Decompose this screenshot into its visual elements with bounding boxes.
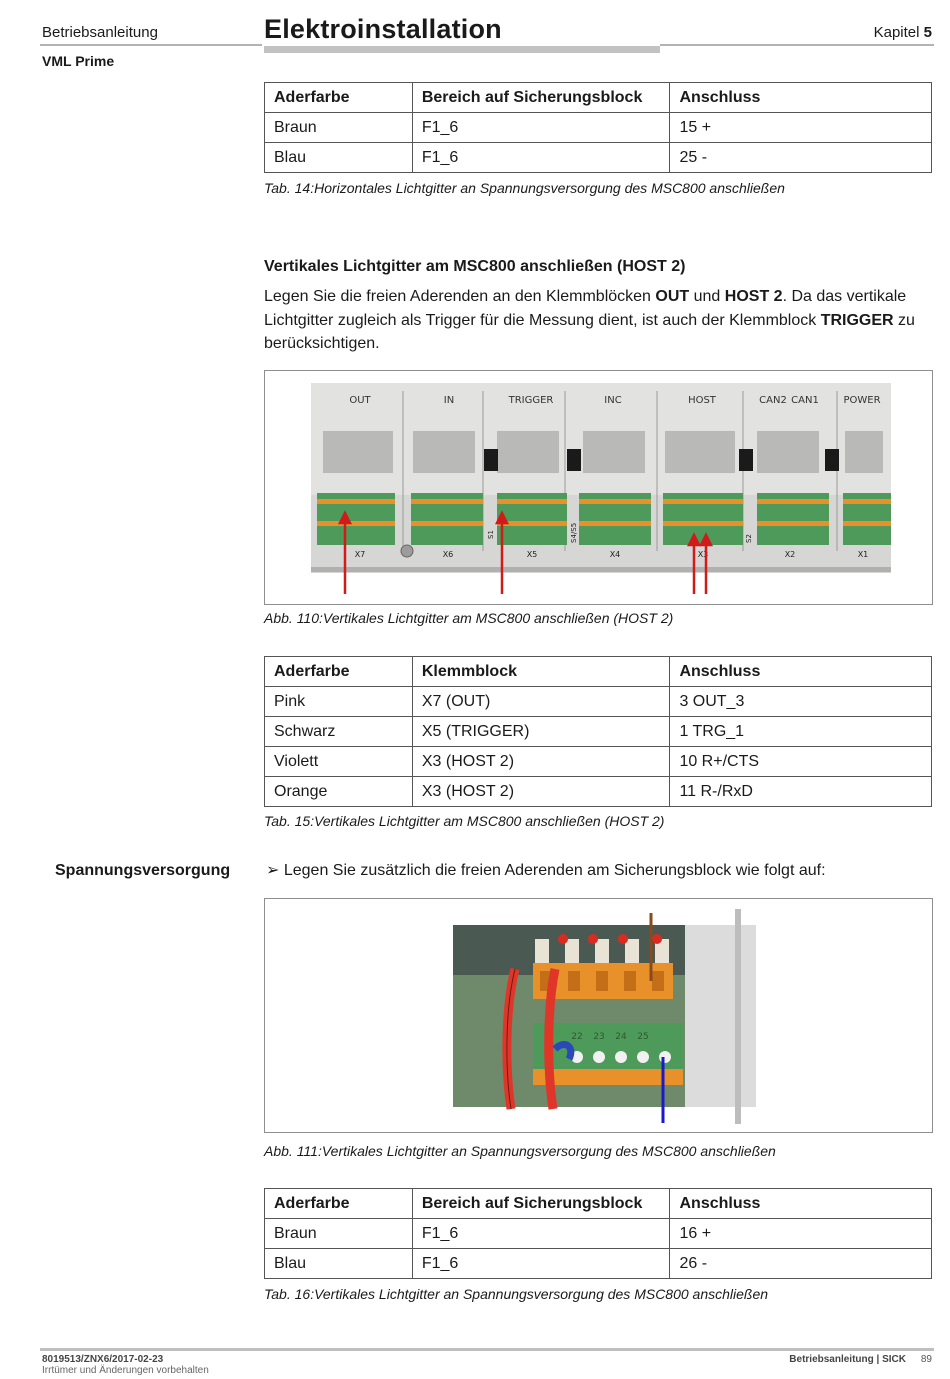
figure-111 [264,898,933,1133]
connector-label: X2 [784,550,796,559]
page-number: 89 [920,1354,932,1365]
module-label: INC [604,395,622,406]
table-row [265,747,932,777]
table-row [265,143,932,173]
table-cell: Braun [265,113,413,143]
table-cell: F1_6 [412,113,670,143]
table-header-row [265,657,932,687]
table-cell: F1_6 [412,143,670,173]
footer-disclaimer: Irrtümer und Änderungen vorbehalten [42,1365,209,1376]
table-header-cell: Aderfarbe [265,1189,413,1219]
table-cell: Pink [265,687,413,717]
table-cell: F1_6 [412,1249,670,1279]
connector-label: X5 [526,550,538,559]
table-14-caption: Tab. 14:Horizontales Lichtgitter an Spannungsversorgung des MSC800 anschließen [264,180,785,196]
table-cell: Schwarz [265,717,413,747]
para-bold-trigger: TRIGGER [820,311,894,329]
figure-110 [264,370,933,605]
table-cell: F1_6 [412,1219,670,1249]
chapter-number: 5 [923,24,932,41]
bullet-text: Legen Sie zusätzlich die freien Aderenden am Sicherungsblock wie folgt auf: [283,862,826,879]
switch-label: S4/S5 [570,522,578,543]
table-cell: Blau [265,143,413,173]
table-row [265,113,932,143]
header-rule-right [660,44,934,46]
table-cell: X3 (HOST 2) [412,777,670,807]
terminal-number: 22 [571,1032,583,1042]
connector-label: X4 [609,550,621,559]
para-text: zu berücksichtigen. [264,311,915,352]
table-cell: 3 OUT_3 [670,687,932,717]
table-header-row [265,1189,932,1219]
table-cell: Braun [265,1219,413,1249]
terminal-board-photo [265,371,932,604]
table-cell: 16 + [670,1219,932,1249]
connector-label: X7 [354,550,366,559]
bullet-arrow-icon: ➢ [266,862,280,879]
figure-110-caption: Abb. 110:Vertikales Lichtgitter am MSC800 anschließen (HOST 2) [264,610,674,626]
table-cell: Violett [265,747,413,777]
para-text: und [689,288,725,305]
table-cell: 11 R-/RxD [670,777,932,807]
footer-rule [40,1348,934,1351]
switch-label: S1 [487,530,495,539]
header-rule-left [40,44,262,46]
figure-111-caption: Abb. 111:Vertikales Lichtgitter an Spannungsversorgung des MSC800 anschließen [264,1143,776,1159]
footer-brand: Betriebsanleitung | SICK [789,1354,906,1365]
section-paragraph [264,285,932,356]
table-header-cell: Anschluss [670,1189,932,1219]
connector-label: X6 [442,550,454,559]
connector-label: X3 [697,550,709,559]
table-cell: Blau [265,1249,413,1279]
table-16 [264,1188,932,1279]
table-header-cell: Klemmblock [412,657,670,687]
table-header-cell: Aderfarbe [265,83,413,113]
module-label: POWER [843,395,881,406]
header-doc-type: Betriebsanleitung [42,24,158,41]
table-cell: 10 R+/CTS [670,747,932,777]
module-label: OUT [349,395,371,406]
chapter-label: Kapitel [873,24,920,41]
module-label: CAN1 [791,395,819,406]
table-header-row [265,83,932,113]
table-cell: 15 + [670,113,932,143]
page-title: Elektroinstallation [264,14,502,44]
table-cell: 1 TRG_1 [670,717,932,747]
table-cell: 25 - [670,143,932,173]
footer-doc-id: 8019513/ZNX6/2017-02-23 [42,1354,164,1365]
switch-label: S2 [745,534,753,543]
fuse-block-photo [265,899,932,1132]
table-cell: X3 (HOST 2) [412,747,670,777]
header-chapter [874,24,932,41]
product-name: VML Prime [42,53,115,69]
para-bold-host2: HOST 2 [724,288,783,305]
table-cell: X5 (TRIGGER) [412,717,670,747]
table-15-caption: Tab. 15:Vertikales Lichtgitter am MSC800 anschließen (HOST 2) [264,813,665,829]
terminal-number: 25 [637,1032,649,1042]
table-cell: X7 (OUT) [412,687,670,717]
table-row [265,1219,932,1249]
table-row [265,717,932,747]
module-label: HOST [688,395,716,406]
table-header-cell: Aderfarbe [265,657,413,687]
table-cell: 26 - [670,1249,932,1279]
header-title-bar [264,46,660,53]
side-heading: Spannungsversorgung [55,862,231,879]
table-header-cell: Anschluss [670,83,932,113]
terminal-number: 23 [593,1032,605,1042]
table-row [265,1249,932,1279]
table-header-cell: Bereich auf Sicherungsblock [412,83,670,113]
module-label: TRIGGER [508,395,554,406]
module-label: CAN2 [759,395,787,406]
table-16-caption: Tab. 16:Vertikales Lichtgitter an Spannungsversorgung des MSC800 anschließen [264,1286,769,1302]
table-row [265,777,932,807]
terminal-number: 24 [615,1032,627,1042]
para-text: Legen Sie die freien Aderenden an den Klemmblöcken [264,288,656,305]
table-header-cell: Bereich auf Sicherungsblock [412,1189,670,1219]
instruction-bullet [266,860,826,880]
table-cell: Orange [265,777,413,807]
table-14 [264,82,932,173]
table-15 [264,656,932,807]
table-row [265,687,932,717]
connector-label: X1 [857,550,869,559]
section-heading: Vertikales Lichtgitter am MSC800 anschließen (HOST 2) [264,258,686,275]
para-text: . Da das vertikale Lichtgitter zugleich als Trigger für die Messung dient, ist auch der Klemmblock [264,288,907,329]
table-header-cell: Anschluss [670,657,932,687]
para-bold-out: OUT [655,288,690,305]
module-label: IN [443,395,455,406]
